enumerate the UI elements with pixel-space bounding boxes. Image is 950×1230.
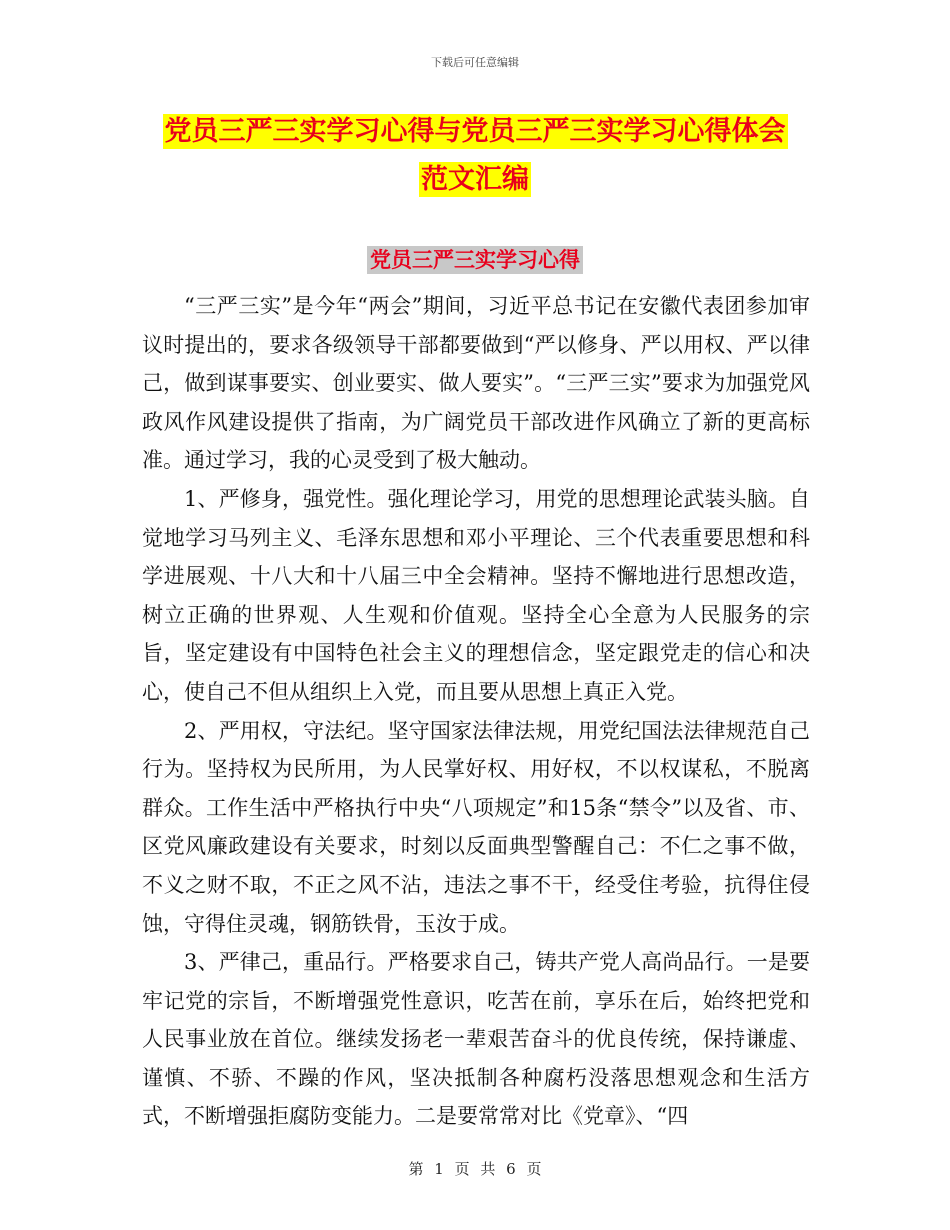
title-highlight-2: 范文汇编 — [421, 164, 529, 195]
paragraph-point-1: 1、严修身，强党性。强化理论学习，用党的思想理论武装头脑。自觉地学习马列主义、毛泽东思想和邓小平理论、三个代表重要思想和科学进展观、十八大和十八届三中全会精神。坚持不懈地进行思想改造，树立正确的世界观、人生观和价值观。坚持全心全意为人民服务的宗旨，坚定建设有中国特色社会主义的理想信念，坚定跟党走的信心和决心，使自己不但从组织上入党，而且要从思想上真正入党。 — [142, 486, 810, 704]
paragraph-point-2: 2、严用权，守法纪。坚守国家法律法规，用党纪国法法律规范自己行为。坚持权为民所用，为人民掌好权、用好权，不以权谋私，不脱离群众。工作生活中严格执行中央“八项规定”和15条“禁令”以及省、市、区党风廉政建设有关要求，时刻以反面典型警醒自己：不仁之事不做，不义之财不取，不正之风不沾，违法之事不干，经受住考验，抗得住侵蚀，守得住灵魂，钢筋铁骨，玉汝于成。 — [142, 718, 810, 936]
section-title — [0, 244, 950, 274]
section-title-text: 党员三严三实学习心得 — [367, 246, 583, 274]
document-title — [0, 108, 950, 204]
document-body — [142, 287, 810, 1136]
page-footer: 第 1 页 共 6 页 — [408, 1160, 542, 1178]
paragraph-point-3: 3、严律己，重品行。严格要求自己，铸共产党人高尚品行。一是要牢记党的宗旨，不断增强党性意识，吃苦在前，享乐在后，始终把党和人民事业放在首位。继续发扬老一辈艰苦奋斗的优良传统，保持谦虚、谨慎、不骄、不躁的作风，坚决抵制各种腐朽没落思想观念和生活方式，不断增强拒腐防变能力。二是要常常对比《党章》、“四 — [142, 950, 810, 1129]
header-note: 下载后可任意编辑 — [431, 56, 519, 69]
title-highlight-1: 党员三严三实学习心得与党员三严三实学习心得体会 — [164, 116, 786, 147]
document-title-line-2 — [0, 156, 950, 204]
document-title-line-1 — [0, 108, 950, 156]
paragraph-intro: “三严三实”是今年“两会”期间，习近平总书记在安徽代表团参加审议时提出的，要求各级领导干部都要做到“严以修身、严以用权、严以律己，做到谋事要实、创业要实、做人要实”。“三严三实”要求为加强党风政风作风建设提供了指南，为广阔党员干部改进作风确立了新的更高标准。通过学习，我的心灵受到了极大触动。 — [142, 294, 810, 473]
